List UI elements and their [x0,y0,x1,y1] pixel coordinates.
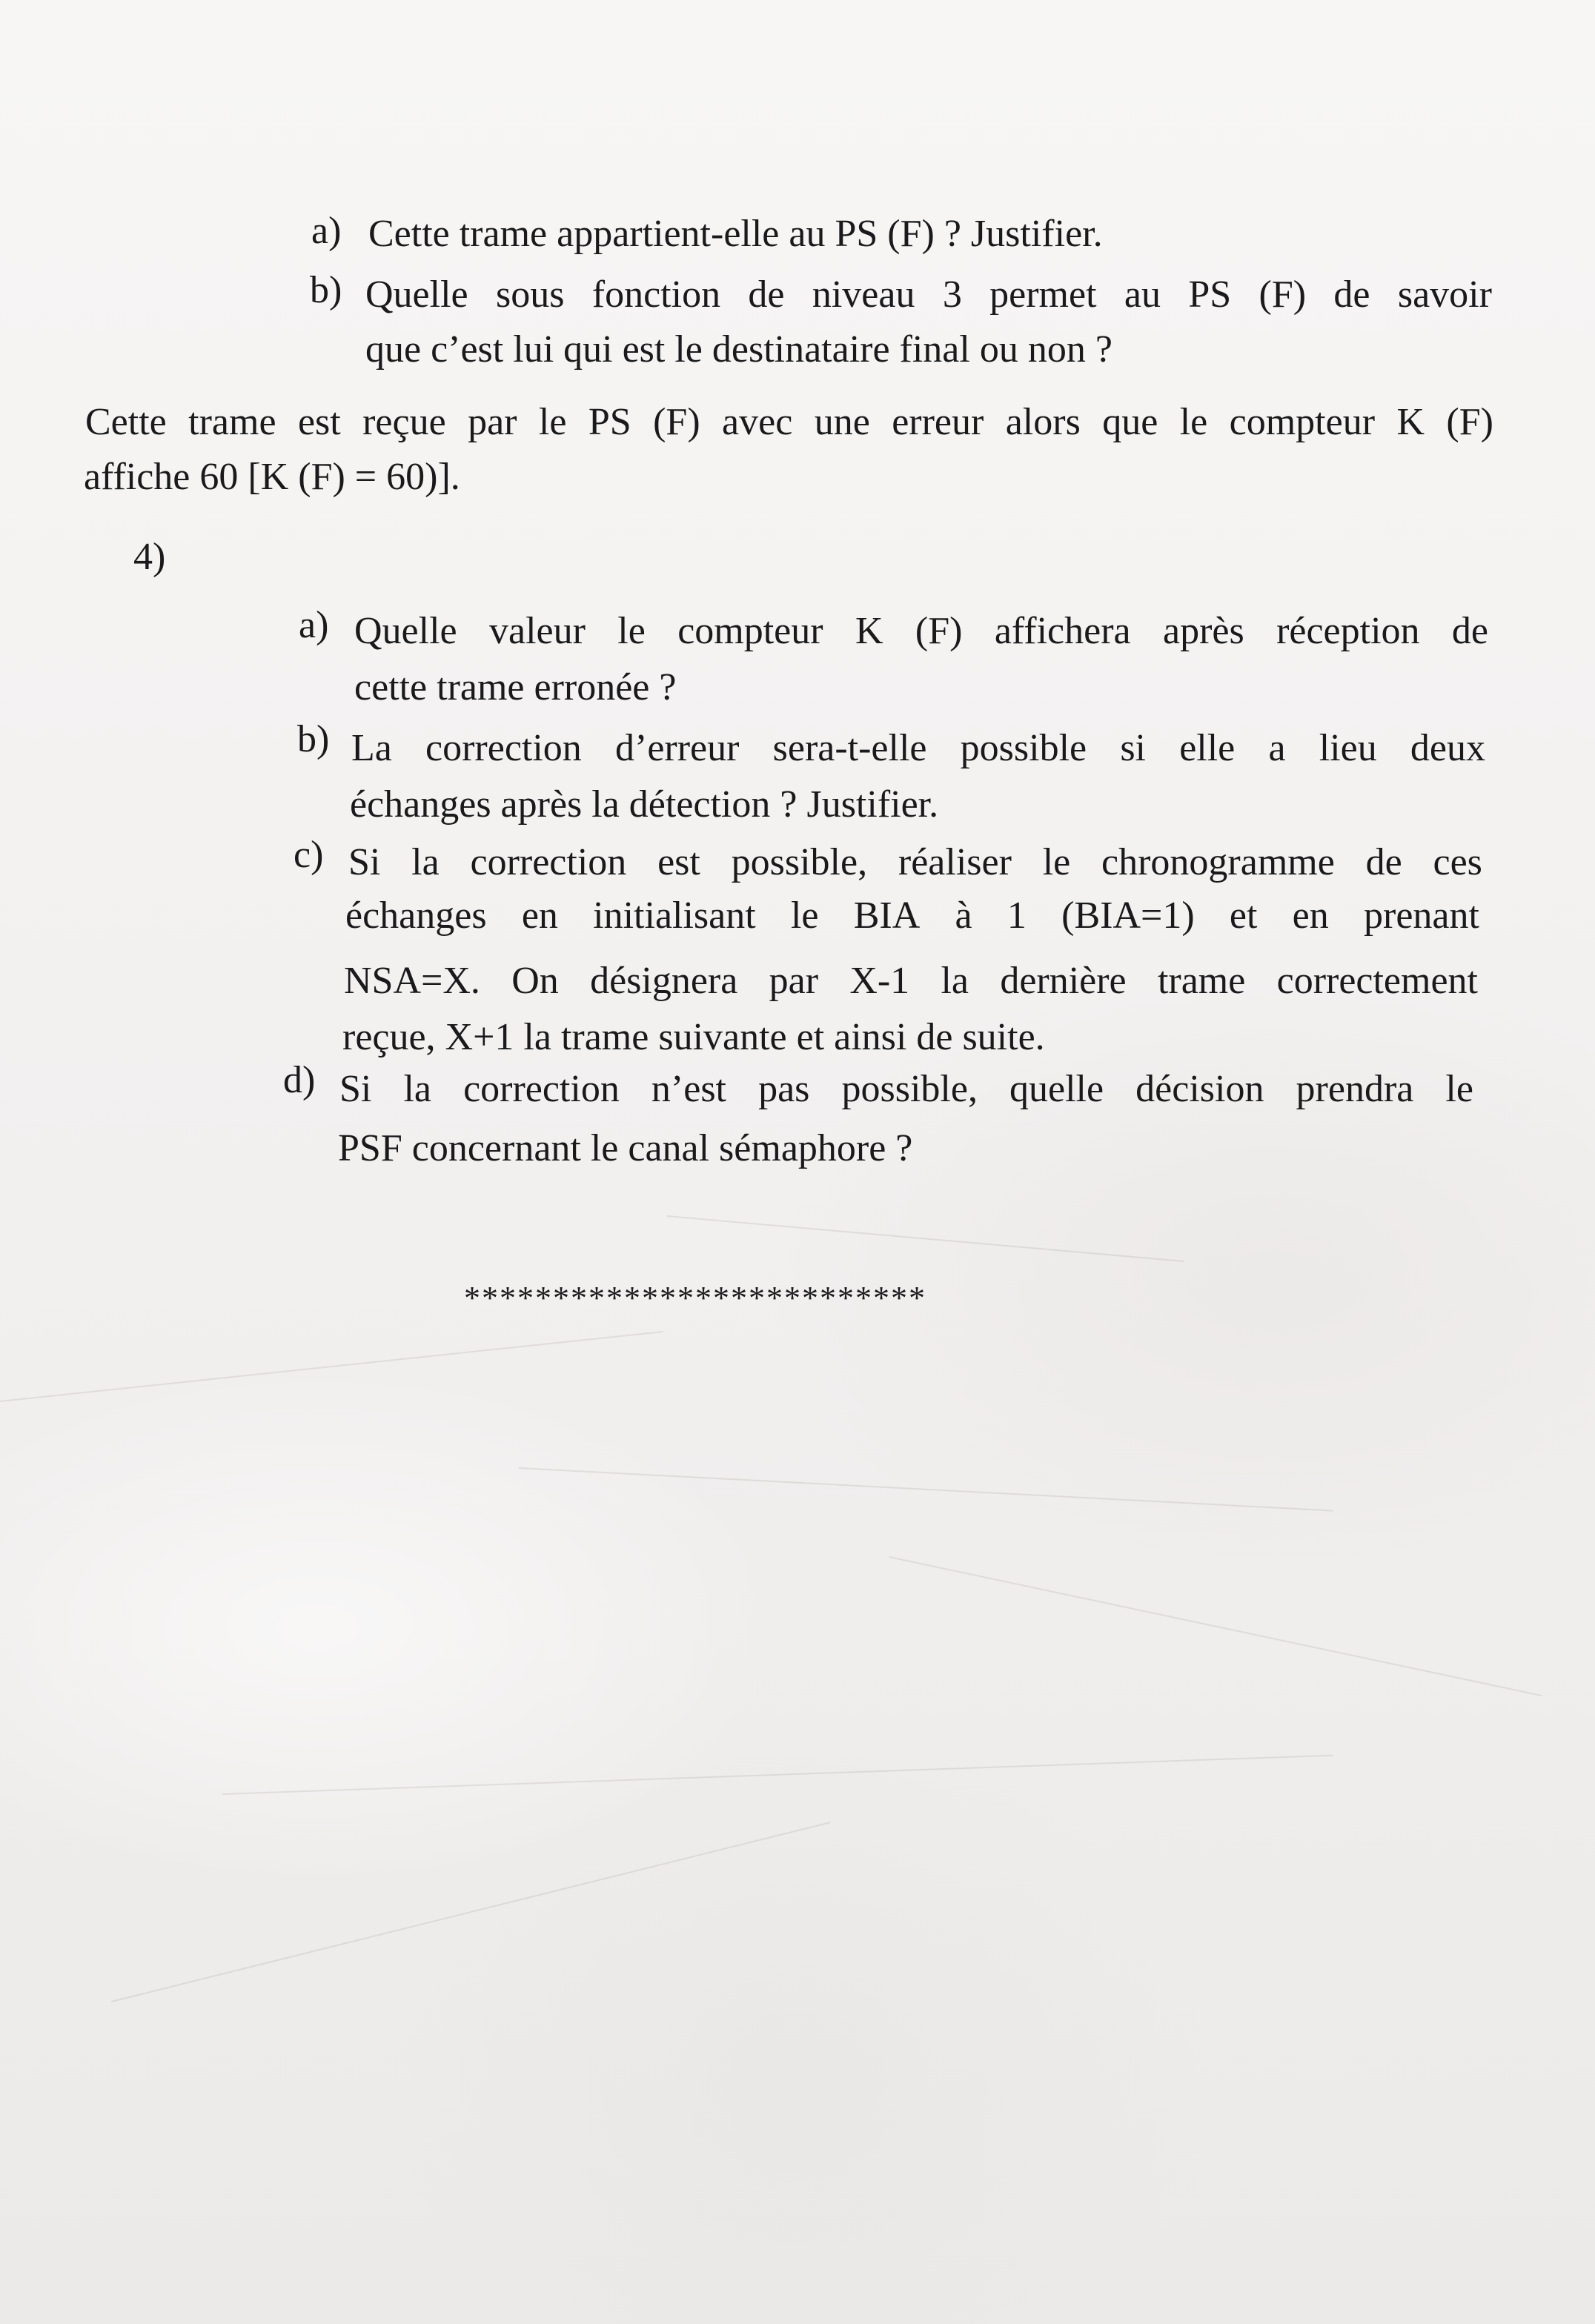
word: possible, [731,841,868,883]
q4-a-marker: a) [299,604,329,646]
word: décision [1135,1068,1264,1110]
paper-crease [667,1215,1184,1262]
word: Quelle [354,610,457,652]
q4-a-line2: cette trame erronée ? [354,666,677,708]
word: reçue [362,401,446,443]
paper-crease [111,1822,831,2002]
q4-d-line1 [339,1067,1473,1112]
word: sous [495,273,565,316]
word: correction [463,1068,620,1110]
paper-crease [0,1331,663,1402]
word: BIA [853,894,921,937]
word: (F) [1259,273,1307,316]
word: la [941,960,969,1002]
word: Si [339,1068,372,1110]
word: désignera [590,960,738,1002]
word: à [955,894,972,937]
context-line2: affiche 60 [K (F) = 60)]. [84,456,460,498]
q4-c-line2 [345,894,1479,938]
word: la [403,1068,431,1110]
word: alors [1005,401,1081,443]
word: est [657,841,700,883]
word: Quelle [365,273,468,316]
word: possible [960,727,1087,769]
word: la [411,841,440,883]
paper-crease [222,1755,1333,1795]
word: X-1 [849,960,910,1002]
paper-crease [519,1467,1333,1512]
q4-b-line1 [351,726,1485,771]
word: niveau [812,273,915,316]
word: échanges [345,894,487,937]
word: compteur [1229,401,1376,443]
word: réception [1276,610,1420,652]
word: le [1179,401,1208,443]
item-b-line1 [365,273,1492,317]
word: correctement [1276,960,1478,1002]
word: est [297,401,341,443]
word: (BIA=1) [1061,894,1195,937]
word: prendra [1296,1068,1414,1110]
word: fonction [591,273,721,316]
q4-d-line2: PSF concernant le canal sémaphore ? [338,1127,913,1169]
word: 1 [1007,894,1027,937]
word: correction [470,841,627,883]
word: trame [188,401,276,443]
word: de [748,273,785,316]
q4-c-line1 [348,840,1482,885]
q4-c-line3 [344,959,1478,1003]
word: avec [722,401,793,443]
word: K [1396,401,1425,443]
word: de [1333,273,1370,316]
word: une [814,401,870,443]
word: Cette [85,401,167,443]
word: après [1162,610,1244,652]
word: PS [1188,273,1232,316]
word: en [521,894,558,937]
word: possible, [841,1068,978,1110]
item-a-marker: a) [311,210,342,252]
word: correction [425,727,582,769]
word: initialisant [593,894,756,937]
q4-d-marker: d) [283,1059,316,1101]
q4-a-line1 [354,609,1488,654]
context-line1 [85,400,1493,445]
word: ces [1433,841,1482,883]
word: chronogramme [1101,841,1335,883]
question-number: 4) [133,536,166,578]
word: (F) [653,401,700,443]
word: On [511,960,559,1002]
word: 3 [942,273,962,316]
word: (F) [915,610,963,652]
word: lieu [1319,727,1377,769]
word: sera-t-elle [772,727,927,769]
word: PS [588,401,631,443]
word: K [855,610,883,652]
word: si [1120,727,1146,769]
word: Si [348,841,381,883]
q4-b-line2: échanges après la détection ? Justifier. [350,783,939,826]
word: affichera [994,610,1131,652]
word: La [351,727,392,769]
word: le [1042,841,1071,883]
word: deux [1410,727,1485,769]
word: a [1268,727,1286,769]
word: par [468,401,517,443]
word: d’erreur [615,727,740,769]
word: le [617,610,646,652]
word: trame [1157,960,1246,1002]
word: dernière [1000,960,1127,1002]
word: NSA=X. [344,960,480,1002]
word: le [790,894,819,937]
word: quelle [1009,1068,1104,1110]
word: au [1124,273,1161,316]
word: (F) [1446,401,1493,443]
word: permet [989,273,1097,316]
word: par [769,960,819,1002]
word: erreur [892,401,984,443]
word: elle [1179,727,1236,769]
word: réaliser [898,841,1012,883]
word: savoir [1397,273,1492,316]
word: de [1451,610,1488,652]
q4-b-marker: b) [297,718,330,760]
word: valeur [488,610,586,652]
word: prenant [1364,894,1479,937]
paper-crease [889,1556,1542,1696]
item-a-text: Cette trame appartient-elle au PS (F) ? Justifier. [368,213,1103,255]
q4-c-line4: reçue, X+1 la trame suivante et ainsi de suite. [342,1016,1045,1058]
separator-asterisks: ************************** [464,1280,926,1316]
item-b-marker: b) [310,269,342,311]
word: n’est [651,1068,727,1110]
word: le [538,401,567,443]
q4-c-marker: c) [294,834,324,876]
word: pas [758,1068,810,1110]
word: le [1445,1068,1473,1110]
word: de [1365,841,1402,883]
word: que [1102,401,1158,443]
word: en [1292,894,1329,937]
word: compteur [677,610,823,652]
item-b-line2: que c’est lui qui est le destinataire final ou non ? [365,328,1112,371]
word: et [1229,894,1258,937]
